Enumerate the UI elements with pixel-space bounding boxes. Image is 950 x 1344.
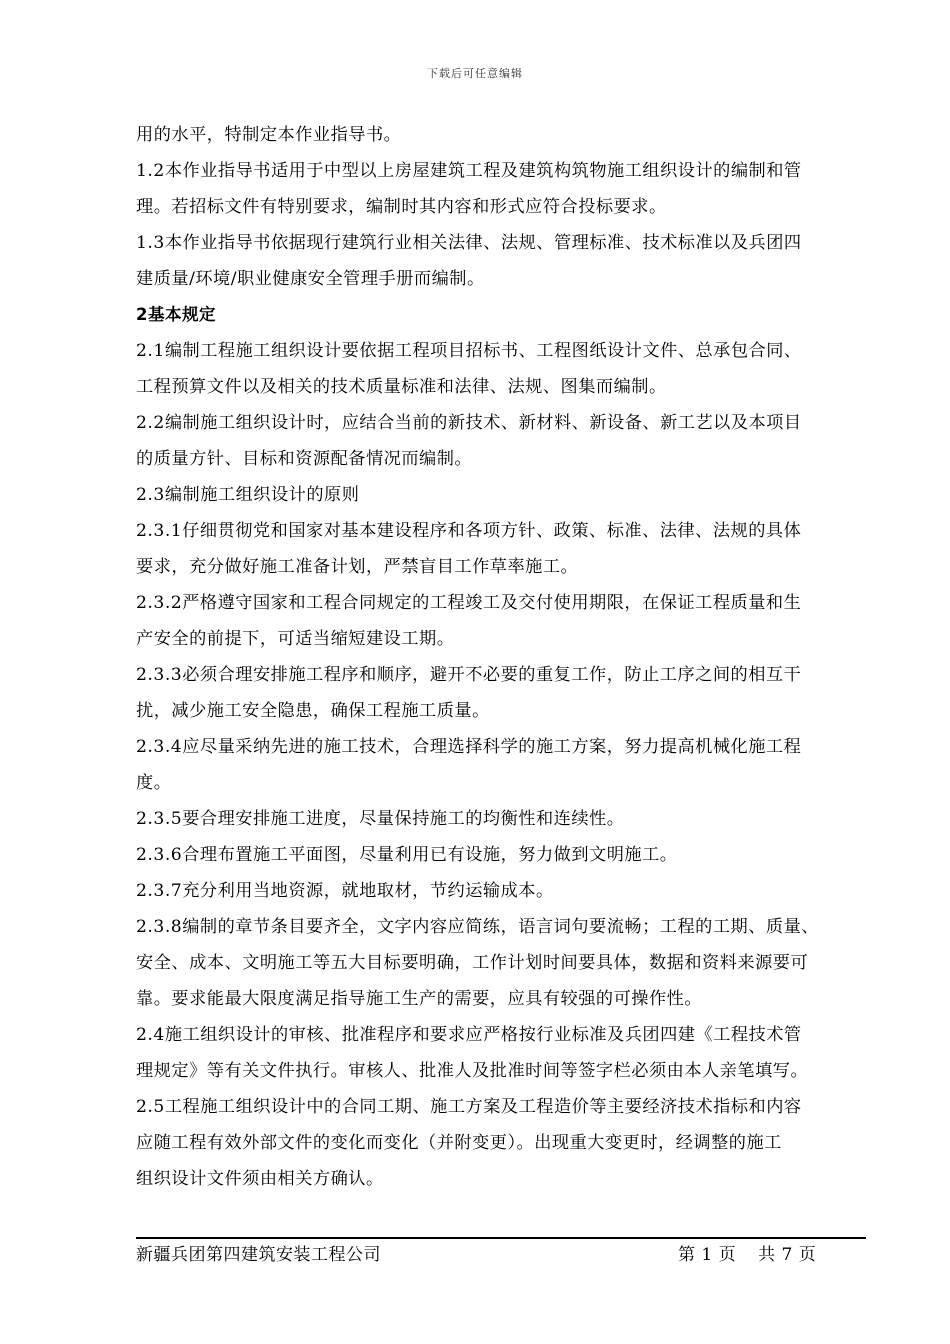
body-line: 扰，减少施工安全隐患，确保工程施工质量。 [136, 701, 490, 721]
body-line: 应随工程有效外部文件的变化而变化（并附变更）。出现重大变更时，经调整的施工 [136, 1133, 782, 1153]
body-line: 产安全的前提下，可适当缩短建设工期。 [136, 629, 455, 649]
body-line: 2.3.4应尽量采纳先进的施工技术，合理选择科学的施工方案，努力提高机械化施工程 [136, 737, 802, 757]
body-line: 2.3.6合理布置施工平面图，尽量利用已有设施，努力做到文明施工。 [136, 845, 678, 865]
page-current: 第 1 页 [678, 1245, 737, 1265]
body-line: 1.2本作业指导书适用于中型以上房屋建筑工程及建筑构筑物施工组织设计的编制和管 [136, 161, 802, 181]
body-line: 的质量方针、目标和资源配备情况而编制。 [136, 449, 473, 469]
page-total: 共 7 页 [758, 1245, 817, 1265]
body-line: 工程预算文件以及相关的技术质量标准和法律、法规、图集而编制。 [136, 377, 667, 397]
body-line: 2.4施工组织设计的审核、批准程序和要求应严格按行业标准及兵团四建《工程技术管 [136, 1025, 802, 1045]
footer-company-name: 新疆兵团第四建筑安装工程公司 [136, 1245, 381, 1265]
body-line: 要求，充分做好施工准备计划，严禁盲目工作草率施工。 [136, 557, 579, 577]
body-line: 度。 [136, 773, 172, 793]
body-line: 1.3本作业指导书依据现行建筑行业相关法律、法规、管理标准、技术标准以及兵团四 [136, 233, 802, 253]
body-line: 靠。要求能最大限度满足指导施工生产的需要，应具有较强的可操作性。 [136, 989, 703, 1009]
body-line: 建质量/环境/职业健康安全管理手册而编制。 [136, 269, 485, 289]
body-line: 2.2编制施工组织设计时，应结合当前的新技术、新材料、新设备、新工艺以及本项目 [136, 413, 802, 433]
body-line: 理规定》等有关文件执行。审核人、批准人及批准时间等签字栏必须由本人亲笔填写。 [136, 1061, 809, 1081]
body-line: 2.3.7充分利用当地资源，就地取材，节约运输成本。 [136, 881, 554, 901]
body-line: 组织设计文件须由相关方确认。 [136, 1169, 384, 1189]
body-line: 2.3.1仔细贯彻党和国家对基本建设程序和各项方针、政策、标准、法律、法规的具体 [136, 521, 802, 541]
footer-divider [136, 1237, 866, 1239]
body-line: 2.5工程施工组织设计中的合同工期、施工方案及工程造价等主要经济技术指标和内容 [136, 1097, 802, 1117]
body-line: 2.3编制施工组织设计的原则 [136, 485, 360, 505]
body-line: 理。若招标文件有特别要求，编制时其内容和形式应符合投标要求。 [136, 197, 667, 217]
section-heading: 2基本规定 [136, 305, 216, 324]
footer-page-number [678, 1243, 816, 1267]
document-body [136, 117, 862, 1197]
body-line: 2.3.8编制的章节条目要齐全，文字内容应简练，语言词句要流畅；工程的工期、质量、 [136, 917, 819, 937]
body-line: 2.3.2严格遵守国家和工程合同规定的工程竣工及交付使用期限，在保证工程质量和生 [136, 593, 802, 613]
body-line: 2.3.3必须合理安排施工程序和顺序，避开不必要的重复工作，防止工序之间的相互干 [136, 665, 802, 685]
body-line: 2.1编制工程施工组织设计要依据工程项目招标书、工程图纸设计文件、总承包合同、 [136, 341, 802, 361]
body-line: 安全、成本、文明施工等五大目标要明确，工作计划时间要具体，数据和资料来源要可 [136, 953, 809, 973]
download-note: 下载后可任意编辑 [427, 67, 523, 80]
body-line: 2.3.5要合理安排施工进度，尽量保持施工的均衡性和连续性。 [136, 809, 625, 829]
body-line: 用的水平，特制定本作业指导书。 [136, 125, 402, 145]
